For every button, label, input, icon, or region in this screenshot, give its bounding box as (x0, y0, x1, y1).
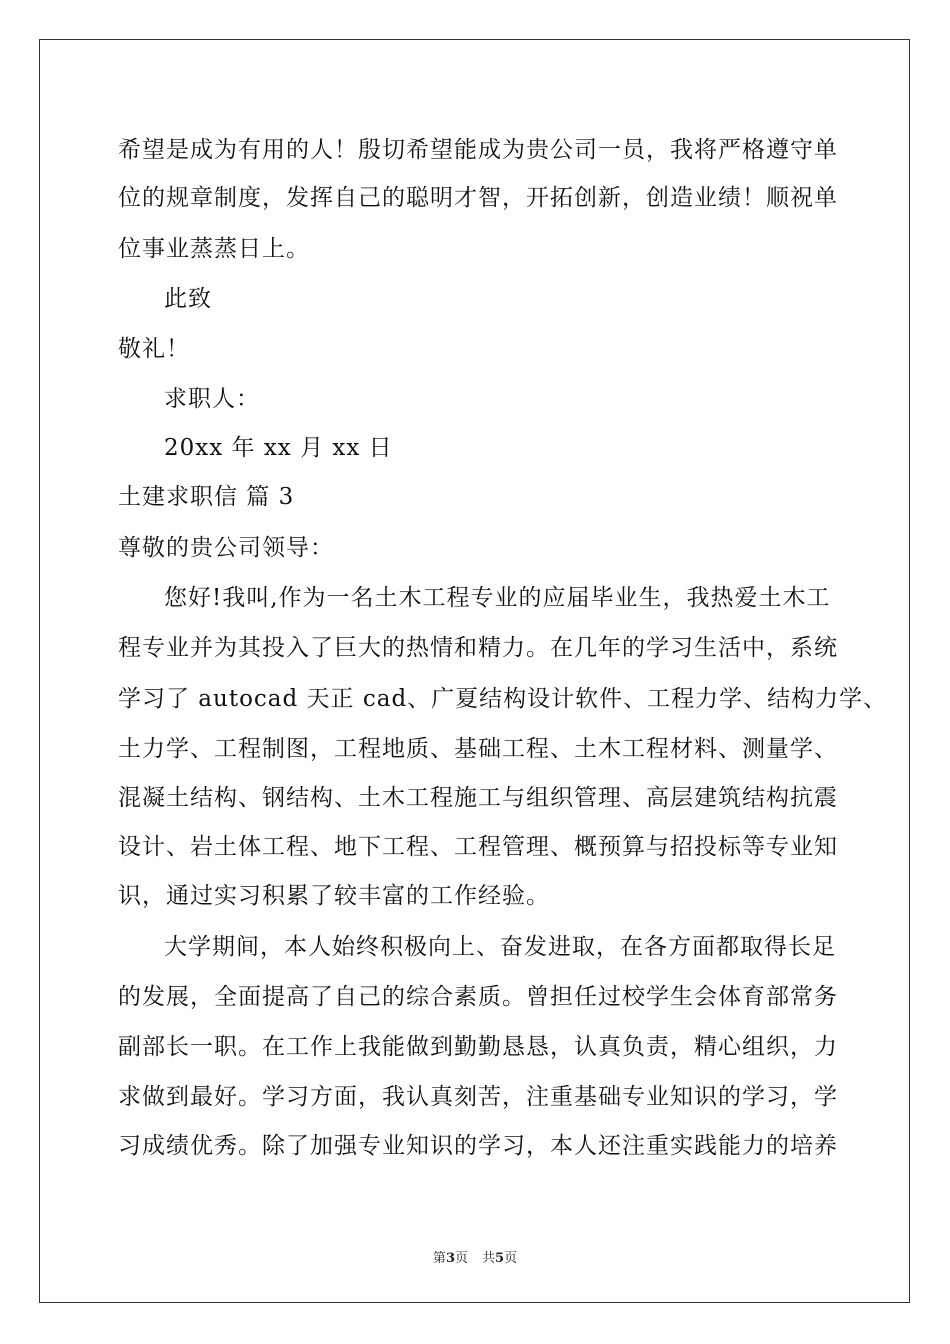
paragraph-line: 副部长一职。在工作上我能做到勤勤恳恳，认真负责，精心组织，力 (118, 1034, 838, 1060)
page-total: 5 (495, 1251, 505, 1266)
page-border (39, 39, 910, 1303)
paragraph-line: 的发展，全面提高了自己的综合素质。曾担任过校学生会体育部常务 (118, 984, 838, 1010)
total-prefix: 共 (482, 1251, 496, 1266)
paragraph-line: 希望是成为有用的人！殷切希望能成为贵公司一员，我将严格遵守单 (118, 137, 838, 163)
page-suffix: 页 (454, 1251, 468, 1266)
letter-date: 20xx 年 xx 月 xx 日 (164, 435, 393, 461)
salutation-closing: 此致 (164, 286, 212, 312)
section-title: 土建求职信 篇 3 (118, 484, 295, 510)
applicant-label: 求职人： (164, 386, 260, 412)
paragraph-line: 土力学、工程制图，工程地质、基础工程、土木工程材料、测量学、 (118, 736, 838, 762)
page-prefix: 第 (432, 1251, 446, 1266)
paragraph-line: 设计、岩土体工程、地下工程、工程管理、概预算与招投标等专业知 (118, 834, 838, 860)
paragraph-line: 习成绩优秀。除了加强专业知识的学习，本人还注重实践能力的培养 (118, 1133, 838, 1159)
paragraph-line: 程专业并为其投入了巨大的热情和精力。在几年的学习生活中，系统 (118, 635, 838, 661)
paragraph-line: 求做到最好。学习方面，我认真刻苦，注重基础专业知识的学习，学 (118, 1084, 838, 1110)
salutation-respect: 敬礼！ (118, 336, 190, 362)
letter-greeting: 尊敬的贵公司领导： (118, 535, 334, 561)
page-current: 3 (445, 1251, 455, 1266)
paragraph-line: 位的规章制度，发挥自己的聪明才智，开拓创新，创造业绩！顺祝单 (118, 185, 838, 211)
paragraph-line: 学习了 autocad 天正 cad、广夏结构设计软件、工程力学、结构力学、 (118, 686, 888, 712)
paragraph-line: 位事业蒸蒸日上。 (118, 236, 310, 262)
paragraph-line: 大学期间，本人始终积极向上、奋发进取，在各方面都取得长足 (164, 934, 836, 960)
paragraph-line: 您好!我叫,作为一名土木工程专业的应届毕业生，我热爱土木工 (164, 585, 831, 611)
paragraph-line: 识，通过实习积累了较丰富的工作经验。 (118, 883, 550, 909)
page-footer (0, 1247, 950, 1266)
total-suffix: 页 (504, 1251, 518, 1266)
paragraph-line: 混凝土结构、钢结构、土木工程施工与组织管理、高层建筑结构抗震 (118, 785, 838, 811)
